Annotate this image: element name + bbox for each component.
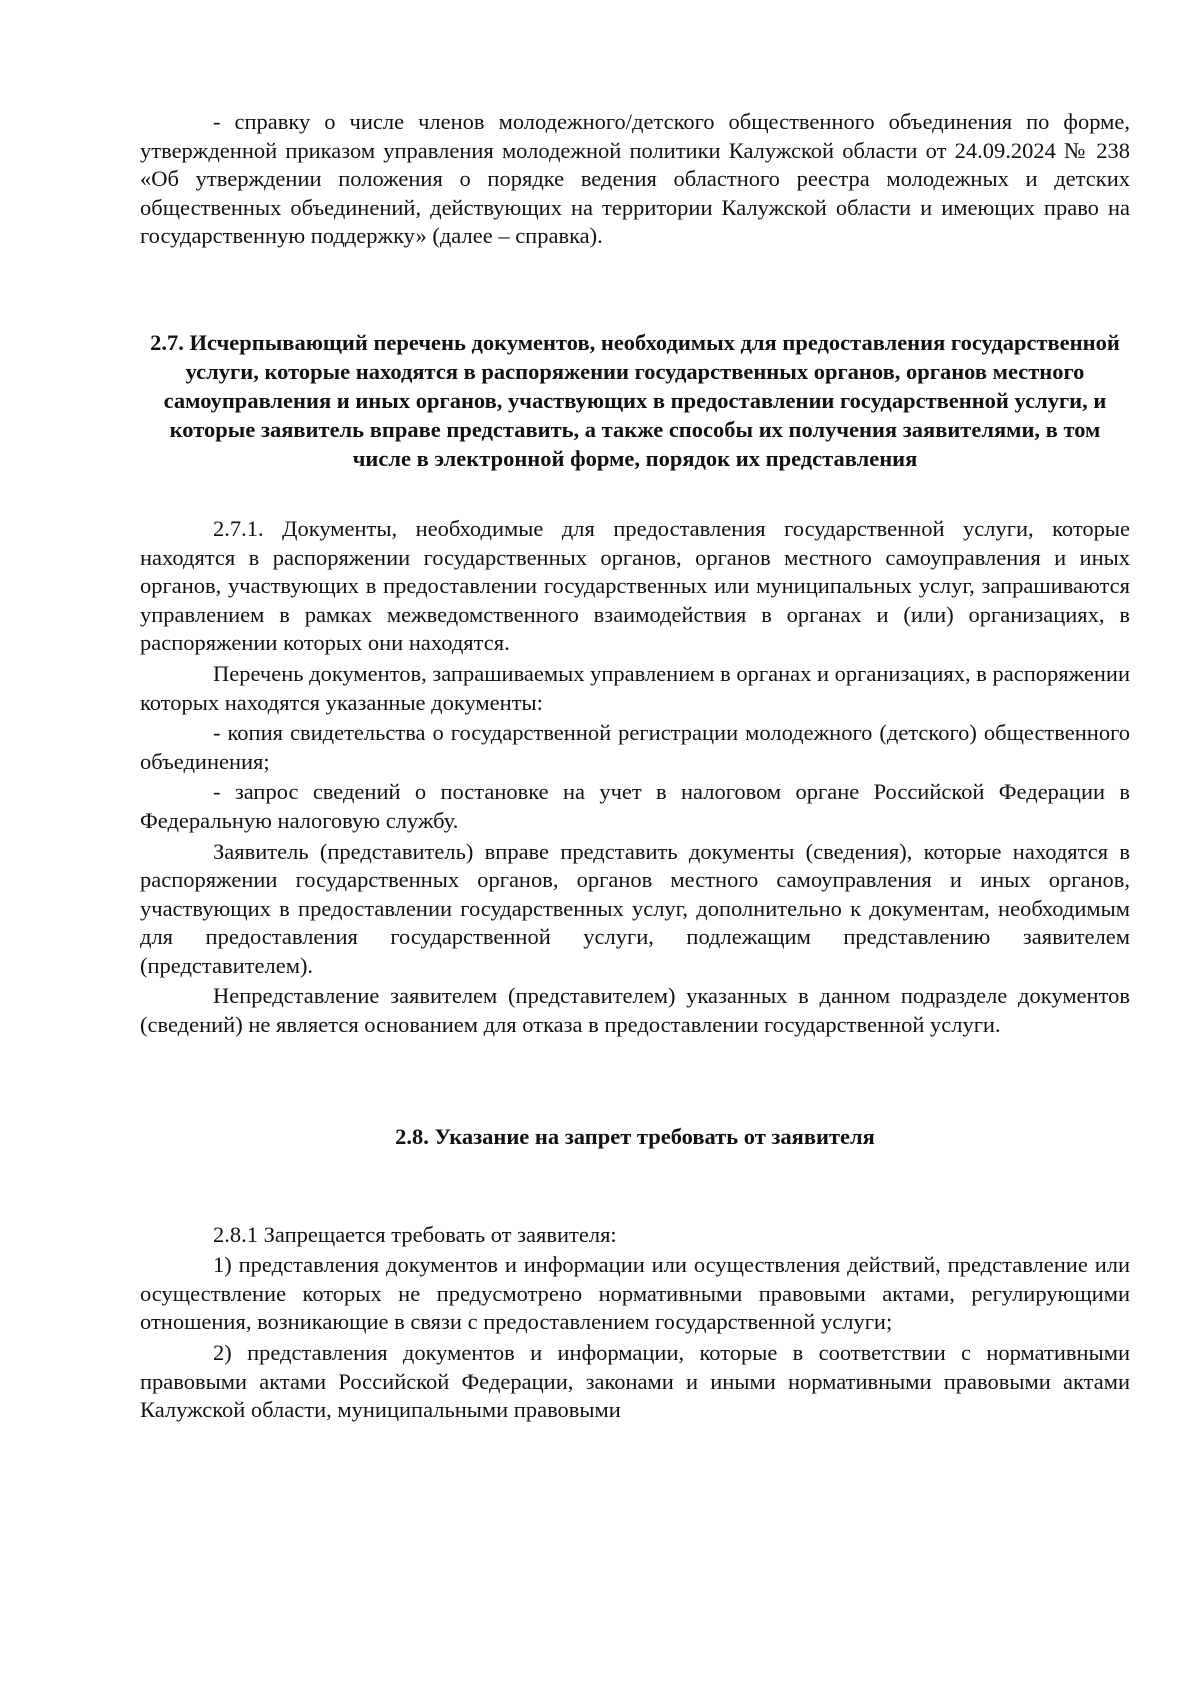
section-2-7-heading: 2.7. Исчерпывающий перечень документов, необходимых для предоставления государственной услуги, которые находятся в распоряжении государственных органов, органов местного самоуправления и иных органов, участвующих в предоставлении государственной услуги, и которые заявитель вправе представить, а также способы их получения заявителями, в том числе в электронной форме, порядок их представления <box>150 329 1120 471</box>
paragraph: Непредставление заявителем (представителем) указанных в данном подразделе документов (сведений) не является основанием для отказа в предоставлении государственной услуги. <box>140 983 1130 1038</box>
list-item: 2) представления документов и информации, которые в соответствии с нормативными правовыми актами Российской Федерации, законами и иными нормативными правовыми актами Калужской области, муниципальными правовыми <box>140 1340 1130 1423</box>
document-page <box>140 108 1130 1425</box>
intro-paragraph: - справку о числе членов молодежного/детского общественного объединения по форме, утвержденной приказом управления молодежной политики Калужской области от 24.09.2024 № 238 «Об утверждении положения о порядке ведения областного реестра молодежных и детских общественных объединений, действующих на территории Калужской области и имеющих право на государственную поддержку» (далее – справка). <box>140 109 1130 249</box>
paragraph: Заявитель (представитель) вправе представить документы (сведения), которые находятся в распоряжении государственных органов, органов местного самоуправления и иных органов, участвующих в предоставлении государственных услуг, дополнительно к документам, необходимым для предоставления государственной услуги, подлежащим представлению заявителем (представителем). <box>140 838 1130 978</box>
section-2-8-body <box>140 1221 1130 1425</box>
paragraph: Перечень документов, запрашиваемых управлением в органах и организациях, в распоряжении которых находятся указанные документы: <box>140 660 1130 715</box>
list-item: 1) представления документов и информации или осуществления действий, представление или осуществление которых не предусмотрено нормативными правовыми актами, регулирующими отношения, возникающие в связи с предоставлением государственной услуги; <box>140 1252 1130 1335</box>
section-2-7-body <box>140 515 1130 1040</box>
paragraph: 2.7.1. Документы, необходимые для предоставления государственной услуги, которые находятся в распоряжении государственных органов, органов местного самоуправления и иных органов, участвующих в предоставлении государственных или муниципальных услуг, запрашиваются управлением в рамках межведомственного взаимодействия в органах и (или) организациях, в распоряжении которых они находятся. <box>140 515 1130 656</box>
list-item: - копия свидетельства о государственной регистрации молодежного (детского) общественного объединения; <box>140 720 1130 774</box>
section-2-8-heading: 2.8. Указание на запрет требовать от заявителя <box>395 1123 875 1149</box>
list-item: - запрос сведений о постановке на учет в налоговом органе Российской Федерации в Федеральную налоговую службу. <box>140 779 1130 833</box>
paragraph: 2.8.1 Запрещается требовать от заявителя: <box>213 1221 617 1247</box>
